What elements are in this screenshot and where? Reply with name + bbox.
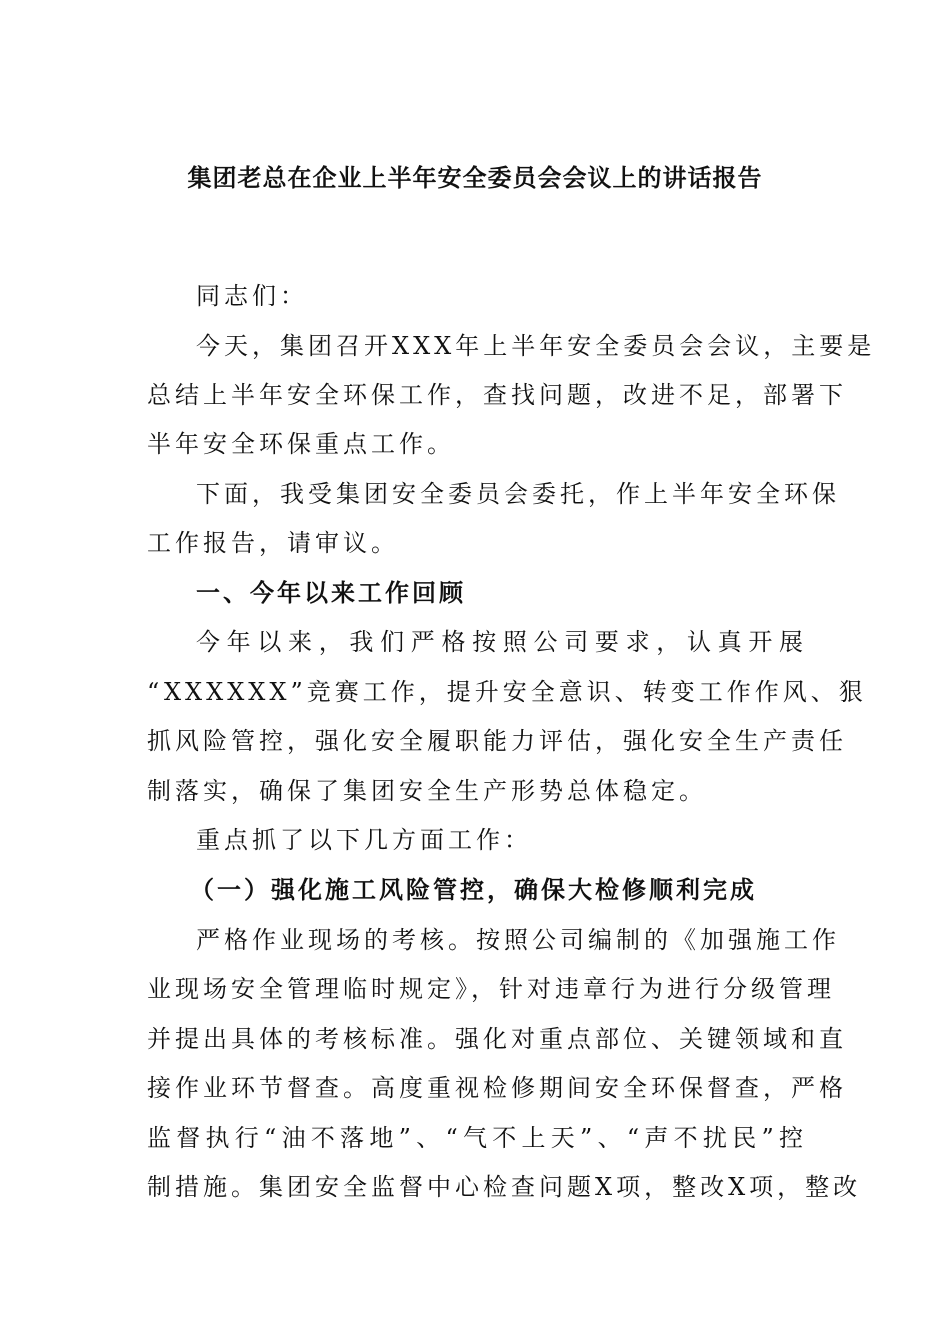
paragraph-line: 监督执行“油不落地”、“气不上天”、“声不扰民”控 xyxy=(147,1124,807,1152)
subsection-heading: （一）强化施工风险管控，确保大检修顺利完成 xyxy=(190,876,757,904)
paragraph-line: 今天，集团召开XXX年上半年安全委员会会议，主要是 xyxy=(196,332,876,360)
paragraph-line: 接作业环节督查。高度重视检修期间安全环保督查，严格 xyxy=(147,1074,847,1102)
paragraph-line: “XXXXXX”竞赛工作，提升安全意识、转变工作作风、狠 xyxy=(147,678,867,706)
paragraph-line: 工作报告，请审议。 xyxy=(147,529,399,557)
paragraph-line: 下面，我受集团安全委员会委托，作上半年安全环保 xyxy=(196,480,840,508)
paragraph-line: 制落实，确保了集团安全生产形势总体稳定。 xyxy=(147,777,707,805)
paragraph-line: 总结上半年安全环保工作，查找问题，改进不足，部署下 xyxy=(147,381,847,409)
salutation: 同志们： xyxy=(196,282,308,310)
paragraph-line: 重点抓了以下几方面工作： xyxy=(196,826,532,854)
paragraph-line: 并提出具体的考核标准。强化对重点部位、关键领域和直 xyxy=(147,1025,847,1053)
paragraph-line: 今年以来，我们严格按照公司要求，认真开展 xyxy=(196,628,807,656)
paragraph-line: 业现场安全管理临时规定》，针对违章行为进行分级管理 xyxy=(147,975,835,1003)
document-title: 集团老总在企业上半年安全委员会会议上的讲话报告 xyxy=(187,164,763,192)
paragraph-line: 半年安全环保重点工作。 xyxy=(147,430,455,458)
paragraph-line: 制措施。集团安全监督中心检查问题X项，整改X项，整改 xyxy=(147,1173,862,1201)
paragraph-line: 严格作业现场的考核。按照公司编制的《加强施工作 xyxy=(196,926,840,954)
paragraph-line: 抓风险管控，强化安全履职能力评估，强化安全生产责任 xyxy=(147,727,847,755)
section-heading: 一、今年以来工作回顾 xyxy=(196,579,466,607)
